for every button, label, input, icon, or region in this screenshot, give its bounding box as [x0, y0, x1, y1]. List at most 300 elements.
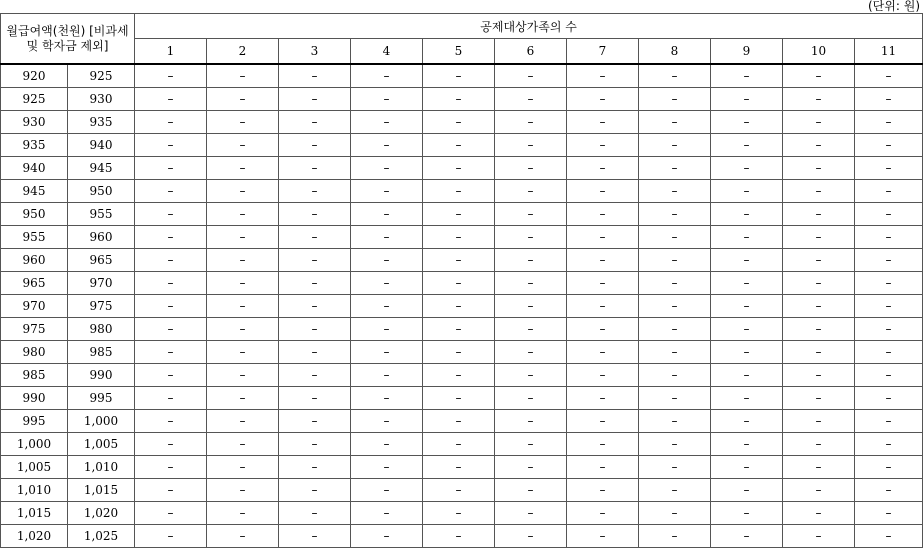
tax-amount-cell: –: [207, 180, 279, 203]
tax-amount-cell: –: [135, 456, 207, 479]
tax-amount-cell: –: [855, 410, 923, 433]
tax-amount-cell: –: [495, 387, 567, 410]
table-row: [1, 525, 923, 548]
tax-amount-cell: –: [783, 180, 855, 203]
range-to-cell: 965: [68, 249, 135, 272]
tax-amount-cell: –: [279, 180, 351, 203]
withholding-tax-table: [0, 13, 923, 548]
tax-amount-cell: –: [207, 410, 279, 433]
tax-amount-cell: –: [423, 295, 495, 318]
tax-amount-cell: –: [711, 410, 783, 433]
tax-amount-cell: –: [135, 502, 207, 525]
range-to-cell: 1,000: [68, 410, 135, 433]
range-to-cell: 955: [68, 203, 135, 226]
tax-amount-cell: –: [351, 226, 423, 249]
tax-amount-cell: –: [495, 295, 567, 318]
table-row: [1, 249, 923, 272]
tax-amount-cell: –: [567, 134, 639, 157]
tax-amount-cell: –: [135, 410, 207, 433]
tax-amount-cell: –: [783, 295, 855, 318]
tax-amount-cell: –: [423, 203, 495, 226]
tax-amount-cell: –: [783, 341, 855, 364]
tax-amount-cell: –: [279, 364, 351, 387]
tax-amount-cell: –: [783, 364, 855, 387]
range-to-cell: 980: [68, 318, 135, 341]
range-from-cell: 975: [1, 318, 68, 341]
tax-amount-cell: –: [495, 64, 567, 88]
tax-amount-cell: –: [783, 410, 855, 433]
family-count-header: 4: [351, 39, 423, 65]
tax-amount-cell: –: [783, 456, 855, 479]
tax-amount-cell: –: [711, 249, 783, 272]
tax-amount-cell: –: [639, 318, 711, 341]
tax-amount-cell: –: [279, 64, 351, 88]
tax-amount-cell: –: [639, 88, 711, 111]
tax-amount-cell: –: [207, 433, 279, 456]
tax-amount-cell: –: [495, 249, 567, 272]
tax-amount-cell: –: [207, 249, 279, 272]
tax-amount-cell: –: [567, 203, 639, 226]
tax-amount-cell: –: [711, 64, 783, 88]
range-to-cell: 960: [68, 226, 135, 249]
tax-amount-cell: –: [567, 295, 639, 318]
tax-amount-cell: –: [495, 88, 567, 111]
table-header: [1, 14, 923, 65]
family-count-group-header: 공제대상가족의 수: [135, 14, 923, 39]
tax-amount-cell: –: [135, 341, 207, 364]
tax-amount-cell: –: [351, 479, 423, 502]
tax-amount-cell: –: [567, 433, 639, 456]
table-row: [1, 341, 923, 364]
tax-amount-cell: –: [423, 364, 495, 387]
tax-amount-cell: –: [279, 525, 351, 548]
tax-amount-cell: –: [423, 111, 495, 134]
tax-amount-cell: –: [783, 479, 855, 502]
tax-amount-cell: –: [495, 341, 567, 364]
salary-range-header: 월급여액(천원) [비과세 및 학자금 제외]: [1, 14, 135, 65]
tax-amount-cell: –: [279, 111, 351, 134]
tax-amount-cell: –: [711, 180, 783, 203]
range-from-cell: 990: [1, 387, 68, 410]
tax-amount-cell: –: [351, 88, 423, 111]
tax-amount-cell: –: [567, 525, 639, 548]
tax-amount-cell: –: [279, 410, 351, 433]
tax-amount-cell: –: [567, 502, 639, 525]
tax-amount-cell: –: [639, 479, 711, 502]
range-to-cell: 1,010: [68, 456, 135, 479]
tax-amount-cell: –: [567, 318, 639, 341]
table-row: [1, 64, 923, 88]
tax-amount-cell: –: [495, 134, 567, 157]
table-row: [1, 272, 923, 295]
tax-amount-cell: –: [279, 157, 351, 180]
tax-amount-cell: –: [495, 433, 567, 456]
tax-amount-cell: –: [567, 180, 639, 203]
tax-amount-cell: –: [207, 479, 279, 502]
table-row: [1, 88, 923, 111]
range-from-cell: 935: [1, 134, 68, 157]
tax-amount-cell: –: [783, 157, 855, 180]
tax-amount-cell: –: [639, 387, 711, 410]
tax-amount-cell: –: [279, 272, 351, 295]
tax-amount-cell: –: [639, 64, 711, 88]
tax-amount-cell: –: [855, 364, 923, 387]
table-row: [1, 479, 923, 502]
tax-amount-cell: –: [495, 203, 567, 226]
tax-amount-cell: –: [423, 318, 495, 341]
tax-amount-cell: –: [855, 318, 923, 341]
range-to-cell: 945: [68, 157, 135, 180]
tax-amount-cell: –: [423, 341, 495, 364]
tax-amount-cell: –: [639, 502, 711, 525]
range-from-cell: 920: [1, 64, 68, 88]
tax-amount-cell: –: [639, 456, 711, 479]
tax-amount-cell: –: [135, 479, 207, 502]
tax-amount-cell: –: [639, 410, 711, 433]
range-from-cell: 1,000: [1, 433, 68, 456]
tax-amount-cell: –: [783, 525, 855, 548]
tax-amount-cell: –: [567, 249, 639, 272]
family-count-header: 6: [495, 39, 567, 65]
tax-amount-cell: –: [639, 180, 711, 203]
range-from-cell: 1,010: [1, 479, 68, 502]
tax-amount-cell: –: [423, 64, 495, 88]
range-from-cell: 1,015: [1, 502, 68, 525]
range-to-cell: 990: [68, 364, 135, 387]
tax-amount-cell: –: [855, 272, 923, 295]
tax-amount-cell: –: [423, 180, 495, 203]
range-from-cell: 970: [1, 295, 68, 318]
range-from-cell: 940: [1, 157, 68, 180]
family-count-header: 8: [639, 39, 711, 65]
range-from-cell: 950: [1, 203, 68, 226]
tax-amount-cell: –: [423, 134, 495, 157]
tax-amount-cell: –: [495, 111, 567, 134]
tax-amount-cell: –: [711, 525, 783, 548]
family-count-header: 9: [711, 39, 783, 65]
tax-amount-cell: –: [207, 387, 279, 410]
tax-amount-cell: –: [567, 456, 639, 479]
tax-amount-cell: –: [711, 157, 783, 180]
tax-amount-cell: –: [207, 295, 279, 318]
range-to-cell: 1,020: [68, 502, 135, 525]
tax-amount-cell: –: [567, 341, 639, 364]
family-count-header: 11: [855, 39, 923, 65]
tax-amount-cell: –: [207, 88, 279, 111]
tax-amount-cell: –: [351, 295, 423, 318]
tax-amount-cell: –: [351, 502, 423, 525]
tax-amount-cell: –: [639, 341, 711, 364]
table-row: [1, 295, 923, 318]
tax-amount-cell: –: [711, 295, 783, 318]
range-to-cell: 940: [68, 134, 135, 157]
tax-amount-cell: –: [351, 157, 423, 180]
tax-amount-cell: –: [711, 341, 783, 364]
tax-amount-cell: –: [135, 180, 207, 203]
range-to-cell: 925: [68, 64, 135, 88]
tax-amount-cell: –: [279, 502, 351, 525]
tax-amount-cell: –: [423, 249, 495, 272]
tax-amount-cell: –: [351, 433, 423, 456]
tax-amount-cell: –: [855, 295, 923, 318]
tax-amount-cell: –: [351, 272, 423, 295]
tax-amount-cell: –: [135, 249, 207, 272]
tax-amount-cell: –: [207, 502, 279, 525]
tax-amount-cell: –: [423, 157, 495, 180]
tax-amount-cell: –: [783, 111, 855, 134]
tax-amount-cell: –: [639, 203, 711, 226]
range-from-cell: 965: [1, 272, 68, 295]
range-to-cell: 1,025: [68, 525, 135, 548]
tax-amount-cell: –: [711, 364, 783, 387]
tax-amount-cell: –: [495, 479, 567, 502]
range-from-cell: 930: [1, 111, 68, 134]
tax-amount-cell: –: [495, 525, 567, 548]
tax-amount-cell: –: [783, 134, 855, 157]
tax-amount-cell: –: [423, 387, 495, 410]
tax-amount-cell: –: [279, 134, 351, 157]
tax-amount-cell: –: [783, 387, 855, 410]
tax-amount-cell: –: [639, 295, 711, 318]
tax-amount-cell: –: [279, 249, 351, 272]
tax-amount-cell: –: [423, 272, 495, 295]
tax-amount-cell: –: [855, 64, 923, 88]
tax-amount-cell: –: [135, 295, 207, 318]
tax-amount-cell: –: [207, 157, 279, 180]
tax-amount-cell: –: [207, 272, 279, 295]
tax-amount-cell: –: [855, 134, 923, 157]
tax-amount-cell: –: [279, 88, 351, 111]
tax-amount-cell: –: [207, 364, 279, 387]
tax-amount-cell: –: [135, 134, 207, 157]
range-from-cell: 955: [1, 226, 68, 249]
tax-amount-cell: –: [639, 525, 711, 548]
tax-amount-cell: –: [855, 502, 923, 525]
range-from-cell: 985: [1, 364, 68, 387]
tax-amount-cell: –: [855, 387, 923, 410]
tax-amount-cell: –: [423, 88, 495, 111]
tax-amount-cell: –: [207, 111, 279, 134]
tax-amount-cell: –: [135, 157, 207, 180]
table-body: [1, 64, 923, 548]
family-count-header: 10: [783, 39, 855, 65]
range-to-cell: 935: [68, 111, 135, 134]
tax-amount-cell: –: [135, 203, 207, 226]
tax-amount-cell: –: [855, 479, 923, 502]
tax-amount-cell: –: [711, 456, 783, 479]
tax-amount-cell: –: [135, 387, 207, 410]
table-row: [1, 157, 923, 180]
table-row: [1, 410, 923, 433]
range-from-cell: 945: [1, 180, 68, 203]
tax-amount-cell: –: [855, 111, 923, 134]
tax-amount-cell: –: [495, 272, 567, 295]
tax-amount-cell: –: [783, 502, 855, 525]
tax-amount-cell: –: [855, 341, 923, 364]
tax-amount-cell: –: [351, 410, 423, 433]
tax-amount-cell: –: [423, 479, 495, 502]
tax-amount-cell: –: [351, 318, 423, 341]
range-to-cell: 985: [68, 341, 135, 364]
tax-amount-cell: –: [135, 272, 207, 295]
tax-amount-cell: –: [351, 134, 423, 157]
table-row: [1, 364, 923, 387]
tax-amount-cell: –: [351, 387, 423, 410]
tax-amount-cell: –: [351, 525, 423, 548]
tax-amount-cell: –: [783, 203, 855, 226]
tax-amount-cell: –: [423, 433, 495, 456]
tax-amount-cell: –: [639, 111, 711, 134]
tax-amount-cell: –: [783, 272, 855, 295]
tax-amount-cell: –: [495, 364, 567, 387]
tax-amount-cell: –: [711, 88, 783, 111]
tax-amount-cell: –: [855, 180, 923, 203]
tax-amount-cell: –: [783, 226, 855, 249]
tax-amount-cell: –: [567, 226, 639, 249]
tax-amount-cell: –: [207, 525, 279, 548]
range-from-cell: 1,005: [1, 456, 68, 479]
tax-amount-cell: –: [711, 387, 783, 410]
family-count-header: 7: [567, 39, 639, 65]
range-to-cell: 975: [68, 295, 135, 318]
unit-label: (단위: 원): [868, 0, 920, 13]
tax-amount-cell: –: [279, 341, 351, 364]
tax-amount-cell: –: [135, 64, 207, 88]
tax-amount-cell: –: [279, 318, 351, 341]
tax-amount-cell: –: [711, 111, 783, 134]
table-row: [1, 203, 923, 226]
table-row: [1, 226, 923, 249]
tax-amount-cell: –: [711, 134, 783, 157]
tax-amount-cell: –: [855, 88, 923, 111]
tax-amount-cell: –: [783, 318, 855, 341]
tax-amount-cell: –: [207, 203, 279, 226]
tax-amount-cell: –: [639, 226, 711, 249]
tax-amount-cell: –: [855, 433, 923, 456]
tax-amount-cell: –: [279, 226, 351, 249]
tax-amount-cell: –: [855, 525, 923, 548]
tax-amount-cell: –: [567, 88, 639, 111]
tax-amount-cell: –: [711, 226, 783, 249]
tax-amount-cell: –: [495, 502, 567, 525]
tax-amount-cell: –: [207, 226, 279, 249]
tax-amount-cell: –: [639, 433, 711, 456]
tax-amount-cell: –: [279, 203, 351, 226]
tax-amount-cell: –: [567, 272, 639, 295]
table-row: [1, 433, 923, 456]
tax-amount-cell: –: [207, 456, 279, 479]
range-from-cell: 925: [1, 88, 68, 111]
tax-amount-cell: –: [495, 180, 567, 203]
range-from-cell: 960: [1, 249, 68, 272]
tax-amount-cell: –: [351, 341, 423, 364]
range-to-cell: 970: [68, 272, 135, 295]
tax-amount-cell: –: [567, 64, 639, 88]
tax-amount-cell: –: [711, 318, 783, 341]
tax-amount-cell: –: [783, 249, 855, 272]
range-to-cell: 930: [68, 88, 135, 111]
tax-amount-cell: –: [639, 364, 711, 387]
tax-amount-cell: –: [351, 180, 423, 203]
tax-amount-cell: –: [351, 111, 423, 134]
tax-amount-cell: –: [135, 318, 207, 341]
tax-amount-cell: –: [207, 318, 279, 341]
tax-amount-cell: –: [639, 157, 711, 180]
tax-amount-cell: –: [495, 318, 567, 341]
tax-amount-cell: –: [135, 111, 207, 134]
range-from-cell: 1,020: [1, 525, 68, 548]
tax-amount-cell: –: [351, 64, 423, 88]
table-row: [1, 180, 923, 203]
tax-amount-cell: –: [279, 387, 351, 410]
tax-amount-cell: –: [783, 64, 855, 88]
tax-amount-cell: –: [423, 226, 495, 249]
range-from-cell: 980: [1, 341, 68, 364]
tax-amount-cell: –: [567, 387, 639, 410]
tax-amount-cell: –: [351, 203, 423, 226]
tax-amount-cell: –: [207, 341, 279, 364]
tax-amount-cell: –: [423, 525, 495, 548]
tax-amount-cell: –: [567, 157, 639, 180]
table-row: [1, 134, 923, 157]
tax-amount-cell: –: [135, 364, 207, 387]
family-count-header: 1: [135, 39, 207, 65]
table-row: [1, 456, 923, 479]
range-to-cell: 995: [68, 387, 135, 410]
tax-amount-cell: –: [855, 157, 923, 180]
tax-amount-cell: –: [639, 249, 711, 272]
tax-amount-cell: –: [135, 525, 207, 548]
tax-amount-cell: –: [279, 456, 351, 479]
family-count-header: 3: [279, 39, 351, 65]
tax-amount-cell: –: [351, 364, 423, 387]
table-row: [1, 111, 923, 134]
tax-amount-cell: –: [711, 502, 783, 525]
tax-amount-cell: –: [423, 410, 495, 433]
table-row: [1, 318, 923, 341]
tax-amount-cell: –: [351, 456, 423, 479]
tax-amount-cell: –: [855, 203, 923, 226]
tax-amount-cell: –: [855, 456, 923, 479]
tax-amount-cell: –: [207, 64, 279, 88]
tax-amount-cell: –: [639, 272, 711, 295]
table-row: [1, 502, 923, 525]
tax-amount-cell: –: [639, 134, 711, 157]
tax-amount-cell: –: [279, 295, 351, 318]
range-to-cell: 950: [68, 180, 135, 203]
tax-amount-cell: –: [855, 226, 923, 249]
tax-amount-cell: –: [567, 111, 639, 134]
tax-amount-cell: –: [567, 410, 639, 433]
tax-amount-cell: –: [783, 88, 855, 111]
tax-amount-cell: –: [567, 479, 639, 502]
tax-amount-cell: –: [783, 433, 855, 456]
tax-amount-cell: –: [279, 433, 351, 456]
tax-amount-cell: –: [495, 456, 567, 479]
tax-amount-cell: –: [135, 433, 207, 456]
range-to-cell: 1,005: [68, 433, 135, 456]
tax-amount-cell: –: [567, 364, 639, 387]
tax-amount-cell: –: [855, 249, 923, 272]
family-count-header-row: [1, 39, 923, 65]
family-count-header: 5: [423, 39, 495, 65]
tax-amount-cell: –: [423, 456, 495, 479]
tax-amount-cell: –: [711, 433, 783, 456]
tax-amount-cell: –: [279, 479, 351, 502]
range-to-cell: 1,015: [68, 479, 135, 502]
tax-amount-cell: –: [135, 226, 207, 249]
range-from-cell: 995: [1, 410, 68, 433]
